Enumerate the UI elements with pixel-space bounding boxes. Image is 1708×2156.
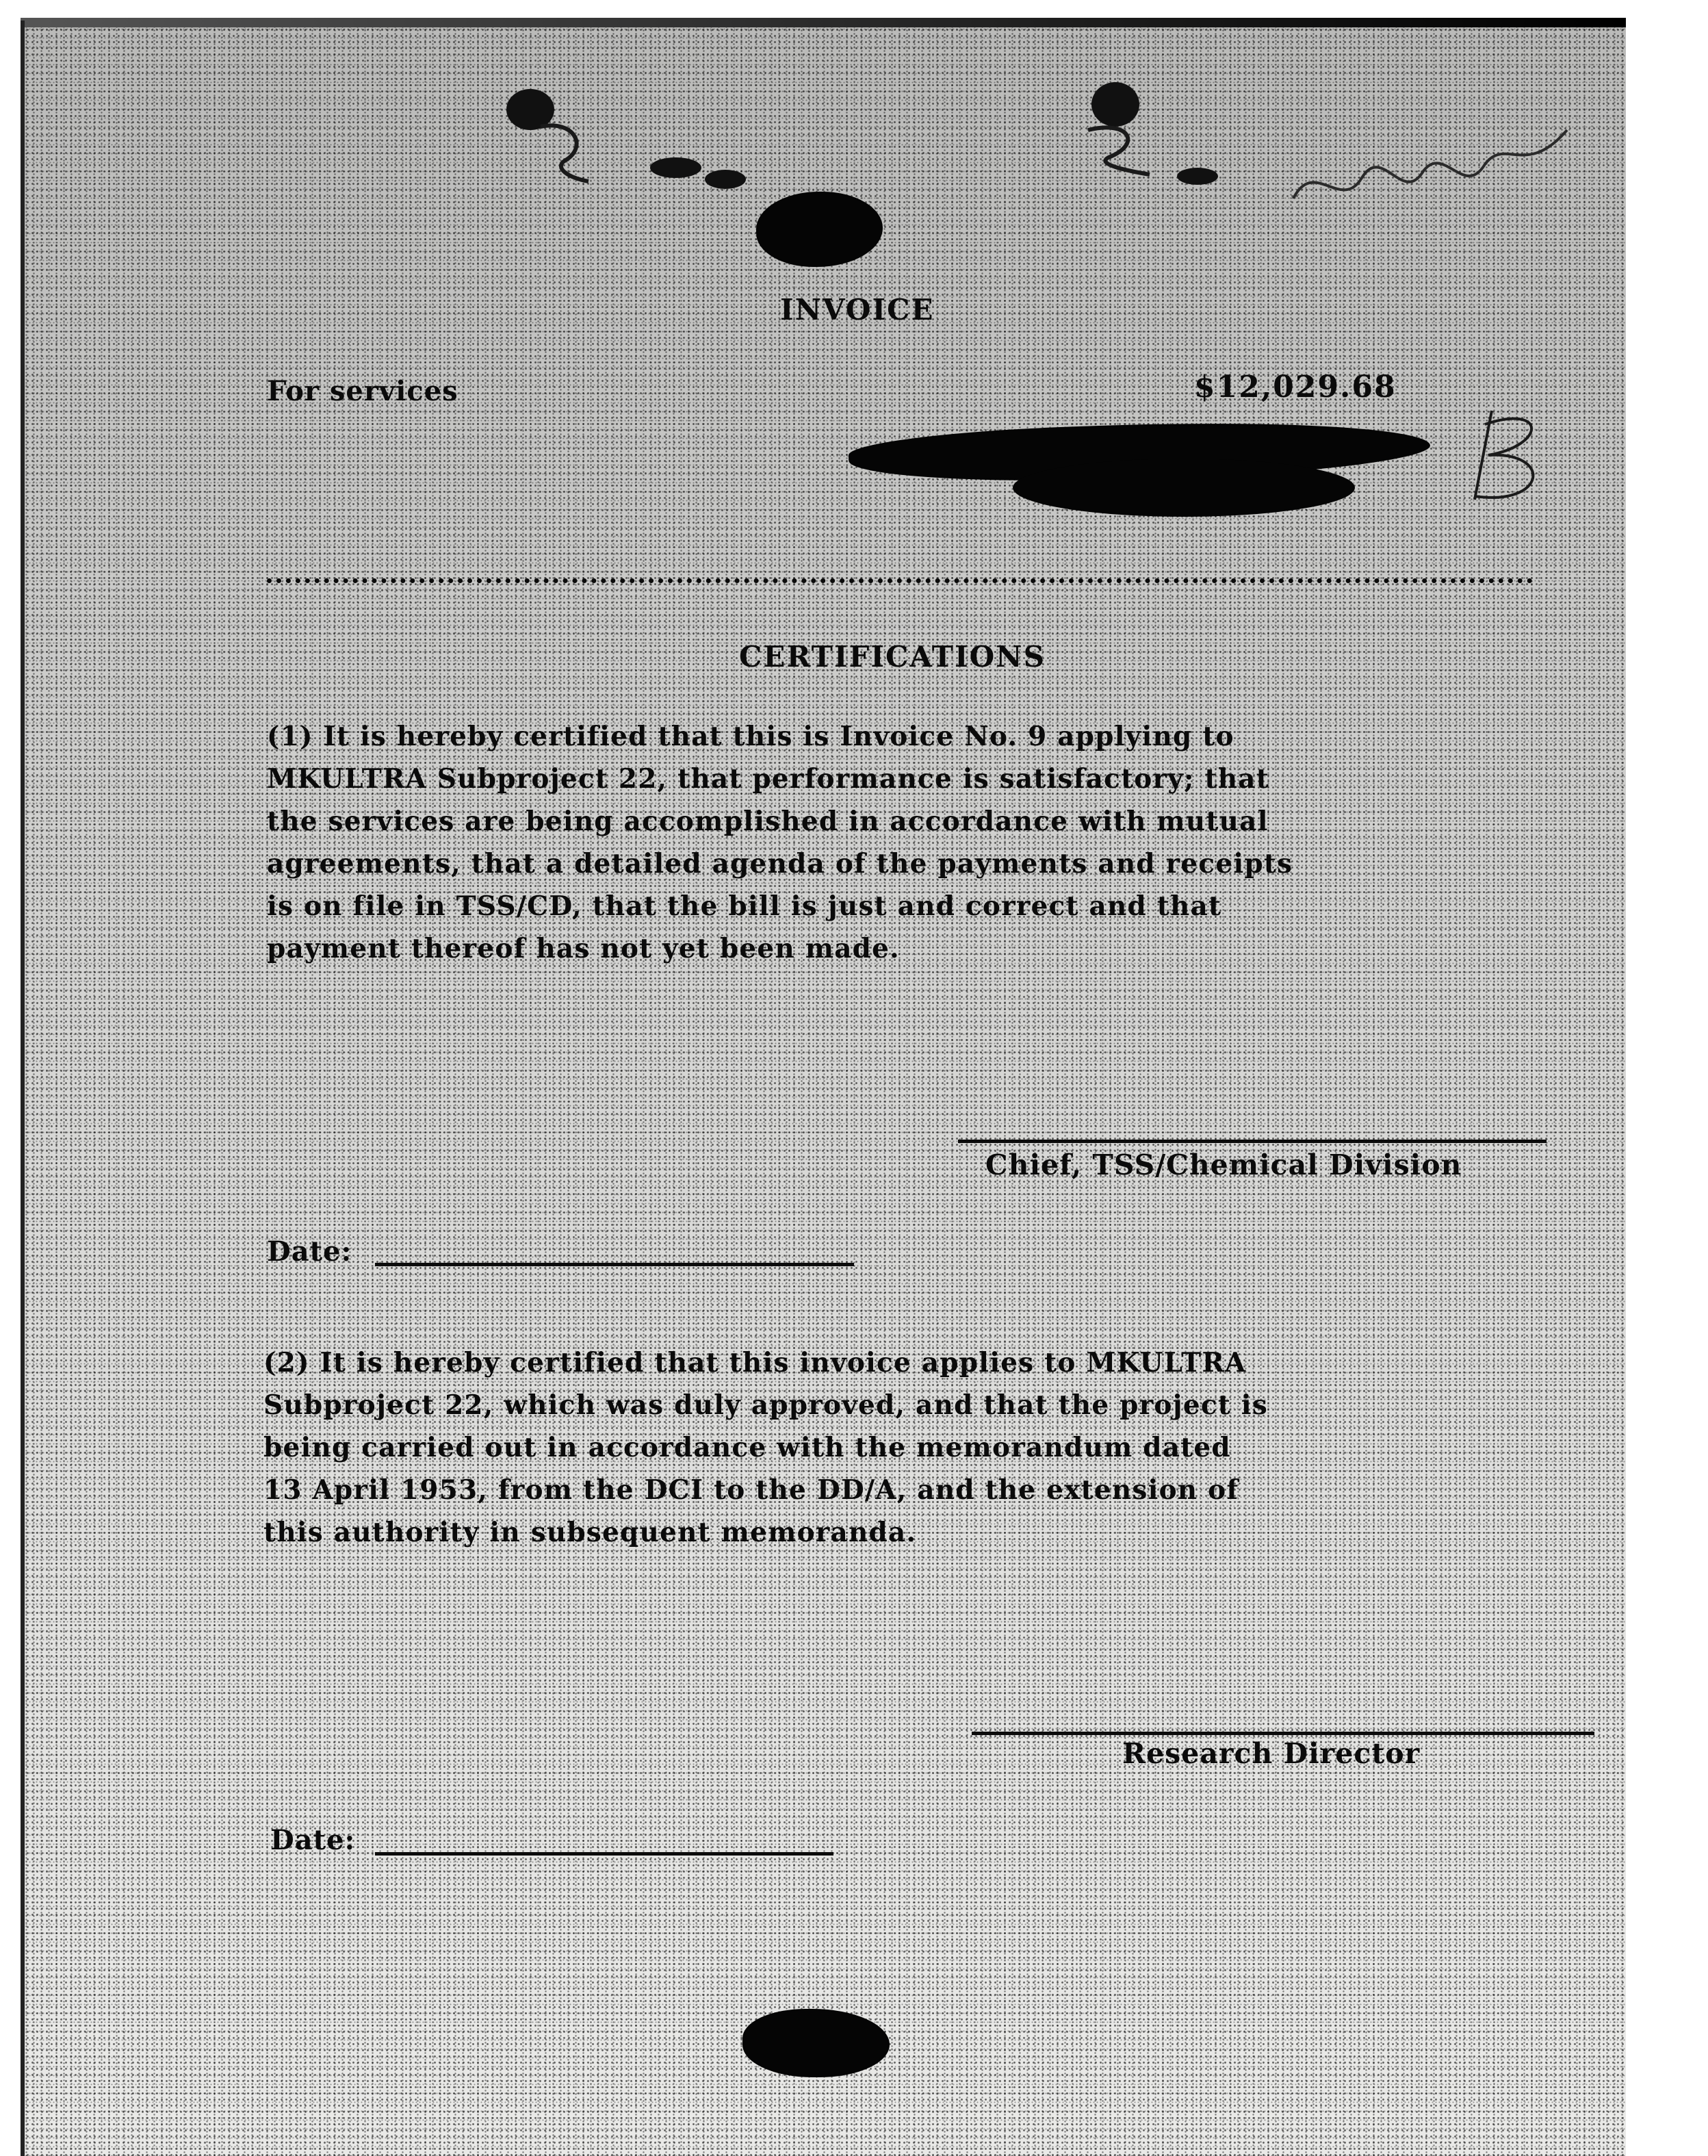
dotted-separator: [267, 578, 1533, 583]
paragraph-line: the services are being accomplished in accordance with mutual: [267, 806, 1269, 837]
date-line: [375, 1263, 854, 1266]
scan-top-edge: [21, 18, 1626, 27]
paragraph-line: Subproject 22, which was duly approved, and that the project is: [263, 1389, 1268, 1421]
handwritten-letter-mark: [1464, 404, 1553, 506]
for-services-label: For services: [267, 375, 458, 407]
paragraph-line: this authority in subsequent memoranda.: [263, 1517, 917, 1548]
paragraph-line: MKULTRA Subproject 22, that performance is satisfactory; that: [267, 763, 1269, 795]
date-label: Date:: [270, 1824, 356, 1856]
invoice-title: INVOICE: [780, 293, 935, 326]
handwritten-mark: [527, 113, 595, 188]
ink-blot: [705, 170, 746, 189]
signature-line: [972, 1732, 1594, 1735]
signature-line: [958, 1140, 1547, 1143]
ink-blot: [650, 157, 701, 178]
certifications-title: CERTIFICATIONS: [739, 640, 1046, 673]
ink-blot: [1177, 168, 1218, 185]
signature-title-research-director: Research Director: [1122, 1737, 1421, 1770]
redaction-mark: [1013, 459, 1355, 517]
handwritten-mark: [1074, 116, 1156, 185]
paper-background: [21, 21, 1626, 2156]
paragraph-line: payment thereof has not yet been made.: [267, 933, 900, 964]
certification-paragraph-2: [263, 1342, 1268, 1554]
paragraph-line: being carried out in accordance with the memorandum dated: [263, 1432, 1231, 1463]
paragraph-line: (1) It is hereby certified that this is Invoice No. 9 applying to: [267, 721, 1234, 752]
certification-paragraph-1: [267, 715, 1293, 970]
paragraph-line: is on file in TSS/CD, that the bill is just and correct and that: [267, 890, 1222, 922]
handwritten-scrawl: [1286, 116, 1574, 226]
redaction-mark: [742, 2009, 890, 2077]
date-line: [375, 1852, 833, 1856]
signature-title-chief: Chief, TSS/Chemical Division: [985, 1148, 1462, 1181]
scan-left-edge: [21, 21, 25, 2156]
paragraph-line: (2) It is hereby certified that this invoice applies to MKULTRA: [263, 1347, 1247, 1378]
paragraph-line: agreements, that a detailed agenda of the payments and receipts: [267, 848, 1293, 880]
date-label: Date:: [267, 1235, 352, 1268]
paragraph-line: 13 April 1953, from the DCI to the DD/A, and the extension of: [263, 1474, 1239, 1506]
invoice-amount: $12,029.68: [1194, 370, 1397, 405]
